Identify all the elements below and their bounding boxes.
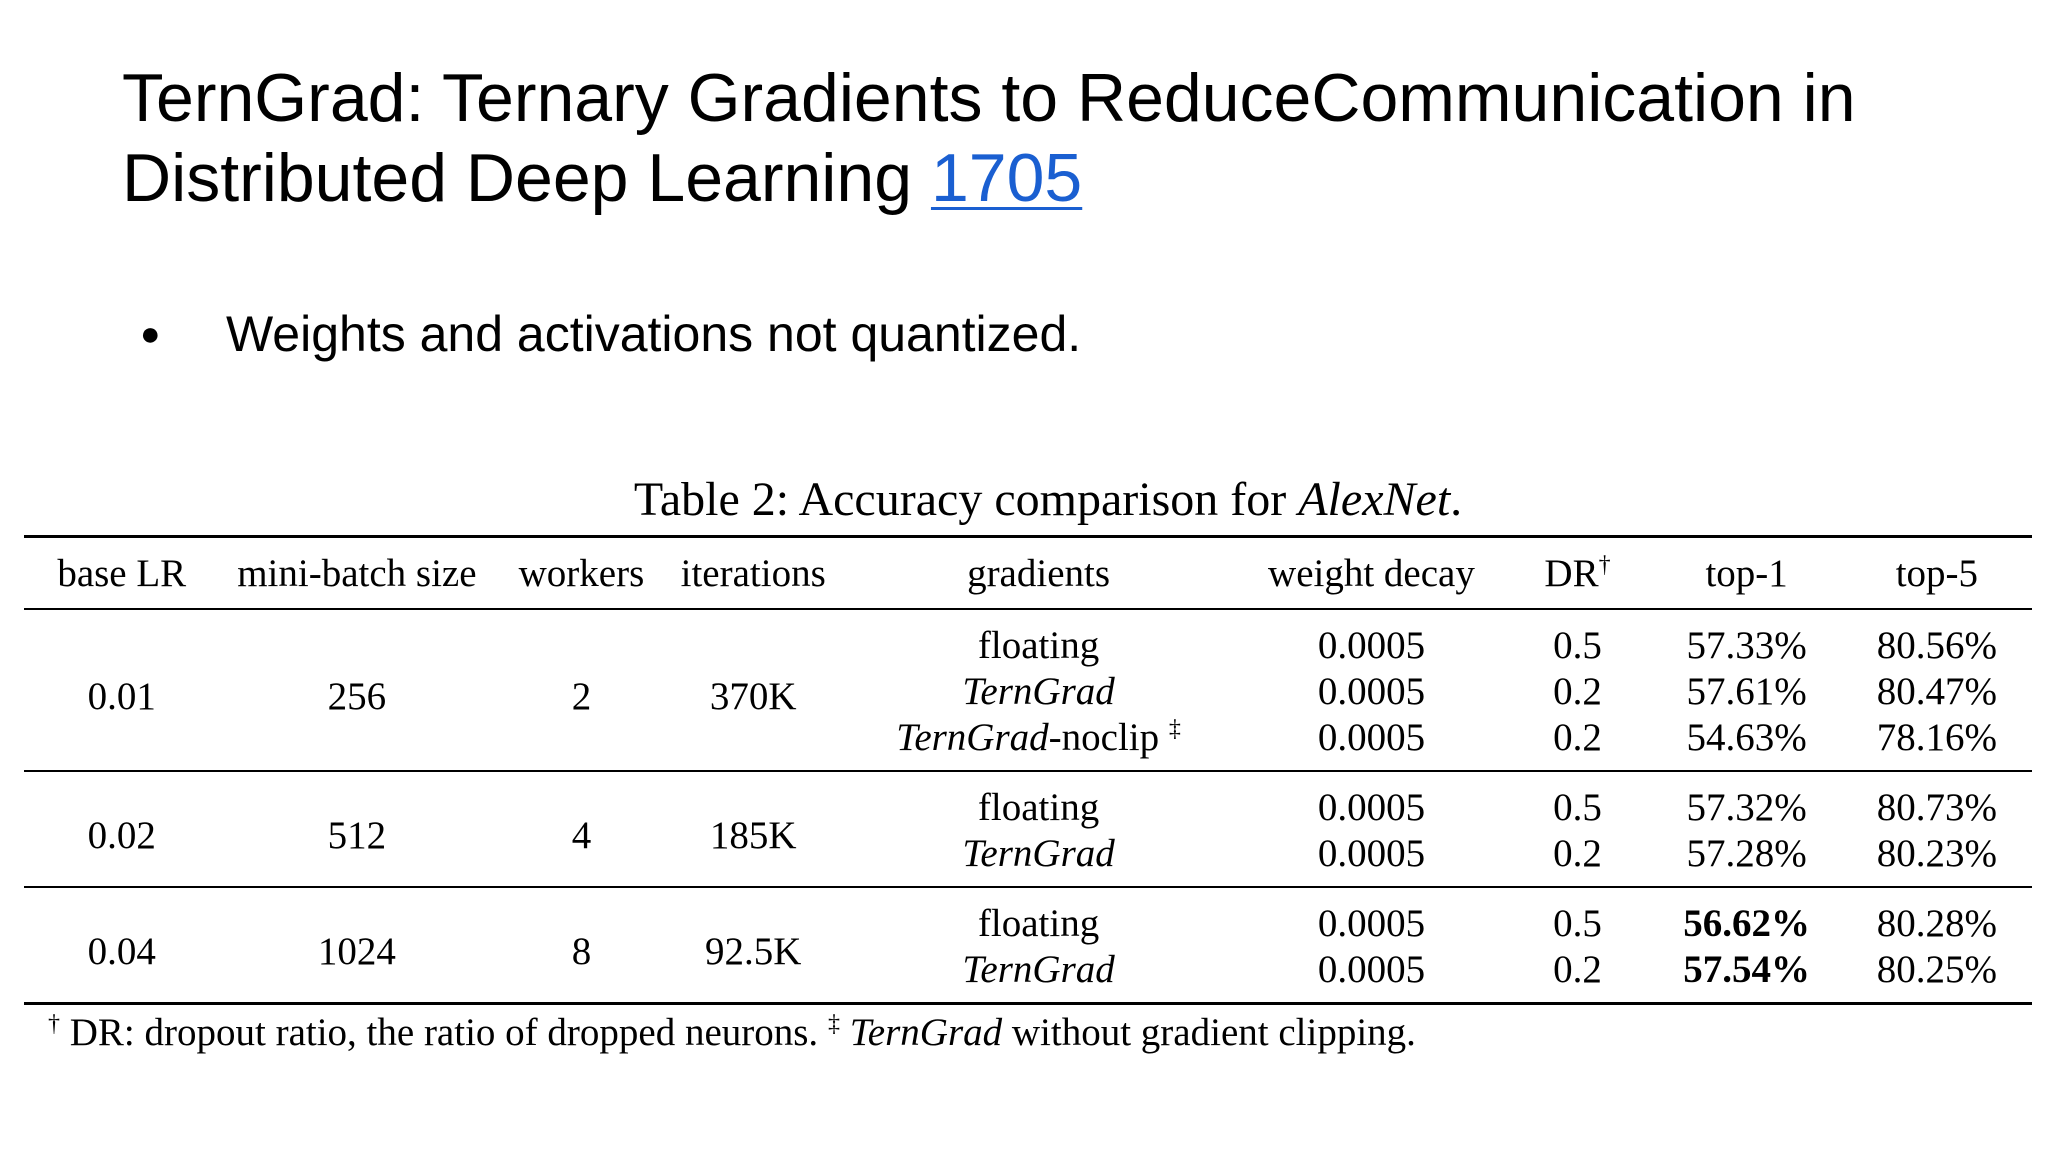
table-header-row xyxy=(24,537,2032,610)
cell-top5: 78.16% xyxy=(1876,715,1997,759)
header-base-lr: base LR xyxy=(57,551,187,595)
cell-top1: 57.54% xyxy=(1683,947,1810,991)
cell-dr: 0.5 xyxy=(1553,901,1602,945)
cell-top1: 57.61% xyxy=(1686,669,1807,713)
footnote-double-dagger: ‡ xyxy=(827,1011,840,1037)
cell-top1: 57.32% xyxy=(1686,785,1807,829)
cell-iterations: 370K xyxy=(709,674,797,718)
bullet-text: Weights and activations not quantized. xyxy=(226,306,1082,362)
cell-gradients: TernGrad xyxy=(962,831,1115,875)
cell-weight-decay: 0.0005 xyxy=(1317,669,1426,713)
cell-dr: 0.5 xyxy=(1553,623,1602,667)
results-table-figure xyxy=(24,470,2032,1057)
table-row xyxy=(24,609,2032,668)
cell-top5: 80.28% xyxy=(1876,901,1997,945)
cell-top5: 80.23% xyxy=(1876,831,1997,875)
cell-dr: 0.2 xyxy=(1553,669,1602,713)
table-group-1 xyxy=(24,609,2032,771)
cell-weight-decay: 0.0005 xyxy=(1317,901,1426,945)
header-weight-decay: weight decay xyxy=(1268,551,1475,595)
cell-top5: 80.73% xyxy=(1876,785,1997,829)
cell-dr: 0.5 xyxy=(1553,785,1602,829)
cell-top5: 80.56% xyxy=(1876,623,1997,667)
cell-dr: 0.2 xyxy=(1553,831,1602,875)
cell-top1: 56.62% xyxy=(1683,901,1810,945)
cell-base-lr: 0.01 xyxy=(87,674,156,718)
cell-iterations: 92.5K xyxy=(704,929,802,973)
cell-dr: 0.2 xyxy=(1553,947,1602,991)
cell-gradients: TernGrad xyxy=(962,669,1115,713)
cell-top5: 80.25% xyxy=(1876,947,1997,991)
cell-top5: 80.47% xyxy=(1876,669,1997,713)
cell-top1: 57.28% xyxy=(1686,831,1807,875)
cell-dr: 0.2 xyxy=(1553,715,1602,759)
cell-weight-decay: 0.0005 xyxy=(1317,831,1426,875)
cell-top1: 54.63% xyxy=(1686,715,1807,759)
cell-base-lr: 0.04 xyxy=(87,929,156,973)
cell-gradients: floating xyxy=(977,623,1100,667)
table-row xyxy=(24,887,2032,946)
header-top1: top-1 xyxy=(1705,551,1788,595)
cell-batch-size: 512 xyxy=(327,813,387,857)
cell-gradients: floating xyxy=(977,785,1100,829)
table-group-3 xyxy=(24,887,2032,1004)
cell-weight-decay: 0.0005 xyxy=(1317,947,1426,991)
bullet-list xyxy=(140,304,1081,364)
dagger-mark: † xyxy=(1598,551,1611,578)
footnote-method: TernGrad xyxy=(849,1011,1003,1054)
caption-prefix: Table 2: Accuracy comparison for xyxy=(633,473,1299,526)
cell-base-lr: 0.02 xyxy=(87,813,156,857)
footnote-text-1: DR: dropout ratio, the ratio of dropped neurons. xyxy=(60,1011,828,1054)
cell-batch-size: 1024 xyxy=(317,929,396,973)
table-footnote xyxy=(24,1009,2032,1057)
cell-iterations: 185K xyxy=(709,813,797,857)
accuracy-table xyxy=(24,535,2032,1005)
caption-suffix: . xyxy=(1450,473,1463,526)
footnote-text-2: without gradient clipping. xyxy=(1002,1011,1416,1054)
cell-batch-size: 256 xyxy=(327,674,387,718)
paper-link[interactable]: 1705 xyxy=(930,140,1083,216)
header-dr: DR† xyxy=(1544,551,1611,595)
table-caption xyxy=(64,470,2032,530)
header-batch-size: mini-batch size xyxy=(237,551,477,595)
header-iterations: iterations xyxy=(680,551,826,595)
cell-weight-decay: 0.0005 xyxy=(1317,785,1426,829)
table-row xyxy=(24,771,2032,830)
cell-workers: 2 xyxy=(571,674,592,718)
cell-weight-decay: 0.0005 xyxy=(1317,623,1426,667)
table-group-2 xyxy=(24,771,2032,887)
slide-title xyxy=(122,58,2002,218)
cell-gradients: TernGrad xyxy=(962,947,1115,991)
footnote-dagger: † xyxy=(48,1011,60,1037)
cell-workers: 8 xyxy=(571,929,592,973)
header-workers: workers xyxy=(518,551,645,595)
grad-method: TernGrad xyxy=(896,715,1049,759)
cell-top1: 57.33% xyxy=(1686,623,1807,667)
cell-weight-decay: 0.0005 xyxy=(1317,715,1426,759)
double-dagger-mark: ‡ xyxy=(1168,715,1181,742)
bullet-dot-icon: ● xyxy=(140,315,161,353)
header-gradients: gradients xyxy=(967,551,1111,595)
grad-suffix: -noclip xyxy=(1048,715,1160,759)
cell-gradients: floating xyxy=(977,901,1100,945)
cell-gradients xyxy=(838,714,1240,771)
cell-workers: 4 xyxy=(571,813,592,857)
slide-title-text: TernGrad: Ternary Gradients to ReduceCommunication in Distributed Deep Learning xyxy=(122,60,1856,216)
header-top5: top-5 xyxy=(1895,551,1979,595)
bullet-item xyxy=(140,304,1081,364)
caption-model-name: AlexNet xyxy=(1298,473,1451,526)
